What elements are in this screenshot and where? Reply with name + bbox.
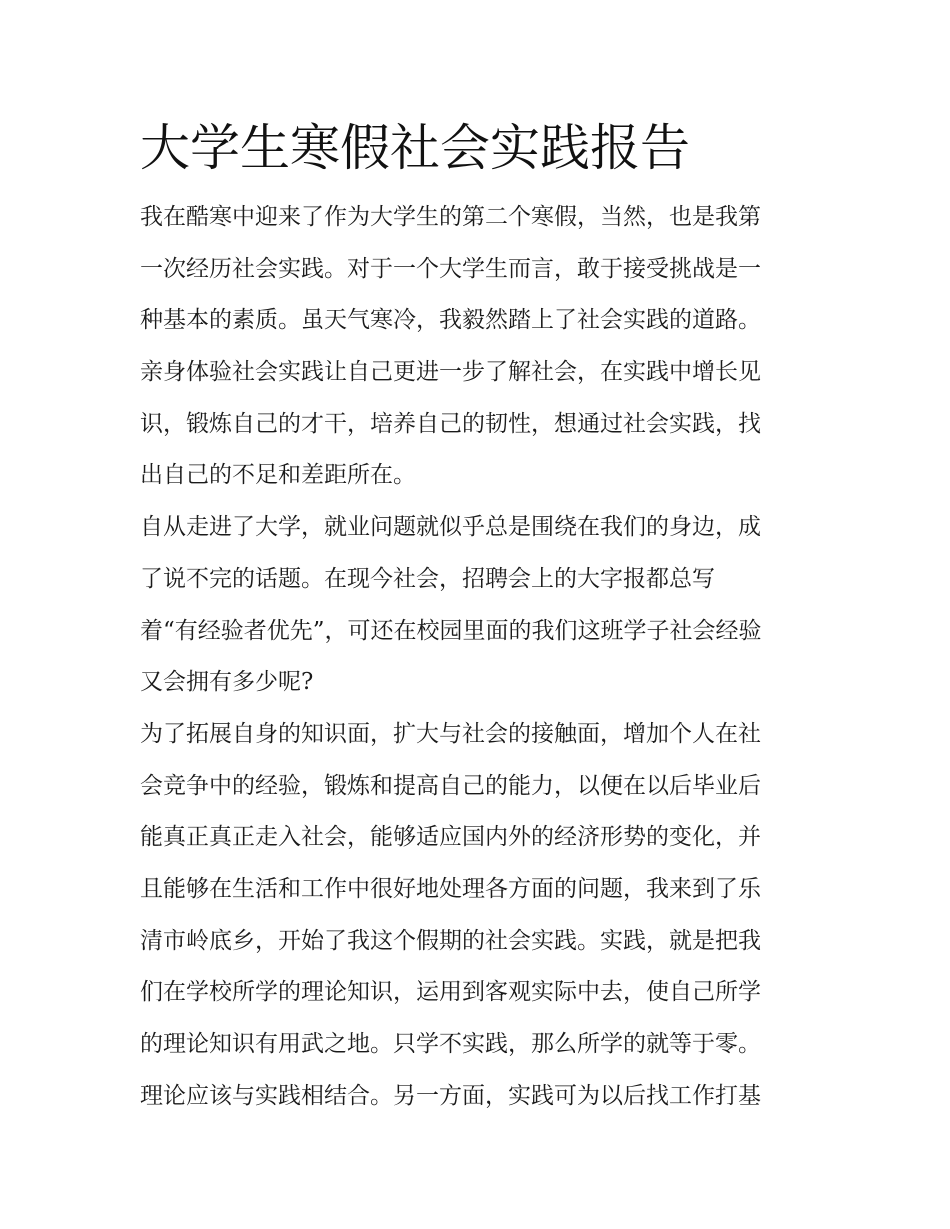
text-line: 们在学校所学的理论知识，运用到客观实际中去，使自己所学 — [140, 979, 761, 1006]
text-line: 理论应该与实践相结合。另一方面，实践可为以后找工作打基 — [140, 1082, 761, 1109]
text-line: 的理论知识有用武之地。只学不实践，那么所学的就等于零。 — [140, 1031, 761, 1057]
text-line: 清市岭底乡，开始了我这个假期的社会实践。实践，就是把我 — [140, 927, 761, 954]
text-line: 种基本的素质。虽天气寒冷，我毅然踏上了社会实践的道路。 — [140, 307, 761, 334]
text-line: 识，锻炼自己的才干，培养自己的韧性，想通过社会实践，找 — [140, 410, 761, 437]
text-line: 且能够在生活和工作中很好地处理各方面的问题，我来到了乐 — [140, 875, 761, 902]
text-line: 自从走进了大学，就业问题就似乎总是围绕在我们的身边，成 — [140, 514, 761, 541]
document-title: 大学生寒假社会实践报告 — [140, 119, 690, 177]
text-line: 着“有经验者优先”，可还在校园里面的我们这班学子社会经验 — [140, 617, 762, 644]
document-body — [140, 192, 820, 1122]
text-line: 亲身体验社会实践让自己更进一步了解社会，在实践中增长见 — [140, 359, 761, 386]
text-line: 为了拓展自身的知识面，扩大与社会的接触面，增加个人在社 — [140, 720, 761, 747]
text-line: 我在酷寒中迎来了作为大学生的第二个寒假，当然，也是我第 — [140, 204, 761, 230]
text-line: 了说不完的话题。在现今社会，招聘会上的大字报都总写 — [140, 565, 715, 592]
text-line: 会竞争中的经验，锻炼和提高自己的能力，以便在以后毕业后 — [140, 772, 761, 799]
text-line: 能真正真正走入社会，能够适应国内外的经济形势的变化，并 — [140, 824, 761, 851]
text-line: 出自己的不足和差距所在。 — [140, 462, 416, 489]
text-line: 又会拥有多少呢? — [140, 669, 314, 696]
text-line: 一次经历社会实践。对于一个大学生而言，敢于接受挑战是一 — [140, 255, 761, 282]
